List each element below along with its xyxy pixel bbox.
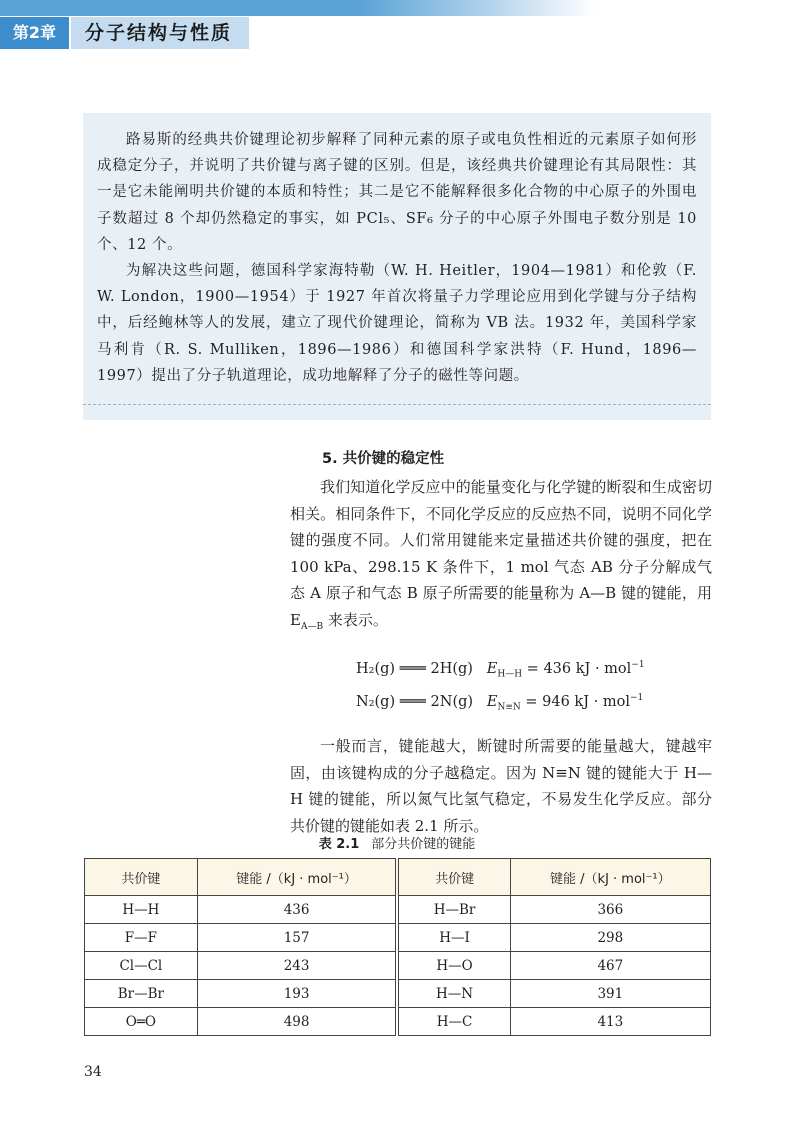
box-paragraph: 为解决这些问题，德国科学家海特勒（W. H. Heitler，1904—1981）和伦敦（F. W. London，1900—1954）于 1927 年首次将量子力学理论应用到化学键与分子结构中，后经鲍林等人的发展，建立了现代价键理论，简称为 VB 法。1932 年，美国科学家马利肯（R. S. Mulliken，1896—1986）和德国科学家洪特（F. Hund，1896—1997）提出了分子轨道理论，成功地解释了分子的磁性等问题。 [97,263,697,384]
box-paragraph: 路易斯的经典共价键理论初步解释了同种元素的原子或电负性相近的元素原子如何形成稳定分子，并说明了共价键与离子键的区别。但是，该经典共价键理论有其局限性：其一是它未能阐明共价键的本质和特性；其二是它不能解释很多化合物的中心原子的外围电子数超过 8 个却仍然稳定的事实，如 PCl₅、SF₆ 分子的中心原子外围电子数分别是 10 个、12 个。 [97,132,697,253]
section-body [290,446,712,839]
table-caption: 表 2.1 部分共价键的键能 [318,837,476,852]
paragraph: 我们知道化学反应中的能量变化与化学键的断裂和生成密切相关。相同条件下，不同化学反应的反应热不同，说明不同化学键的强度不同。人们常用键能来定量描述共价键的强度，把在 100 kPa、298.15 K 条件下，1 mol 气态 AB 分子分解成气态 A 原子和气态 B 原子所需要的能量称为 A—B 键的键能，用 $E_{A—B}$ 来表示。 [290,478,712,632]
equations [356,654,712,719]
dashed-divider [83,404,711,405]
header-bar [0,0,794,16]
bond-energy-table [84,858,711,1036]
table-row: H—H 436 H—Br 366 [85,896,711,924]
table-row: O═O 498 H—C 413 [85,1008,711,1036]
chapter-title: 分子结构与性质 [71,17,249,49]
equation-h2: H₂(g) ═══ 2H(g) $E_{H—H} = 436$ kJ · mol$^{-1}$ [356,660,645,680]
info-box [83,113,711,420]
table-row: Br—Br 193 H—N 391 [85,980,711,1008]
section-heading: 5. 共价键的稳定性 [322,451,445,467]
table-header-row: 共价键 键能 /（kJ · mol⁻¹） 共价键 键能 /（kJ · mol⁻¹） [85,859,711,896]
equation-n2: N₂(g) ═══ 2N(g) $E_{N\equiv N} = 946$ kJ · mol$^{-1}$ [356,692,644,713]
paragraph: 一般而言，键能越大，断键时所需要的能量越大，键越牢固，由该键构成的分子越稳定。因为 N≡N 键的键能大于 H—H 键的键能，所以氮气比氢气稳定，不易发生化学反应。部分共价键的键能如表 2.1 所示。 [290,737,712,835]
page-number: 34 [84,1064,102,1080]
table-row: F—F 157 H—I 298 [85,924,711,952]
table-row: Cl—Cl 243 H—O 467 [85,952,711,980]
chapter-label: 第2章 [0,17,69,49]
